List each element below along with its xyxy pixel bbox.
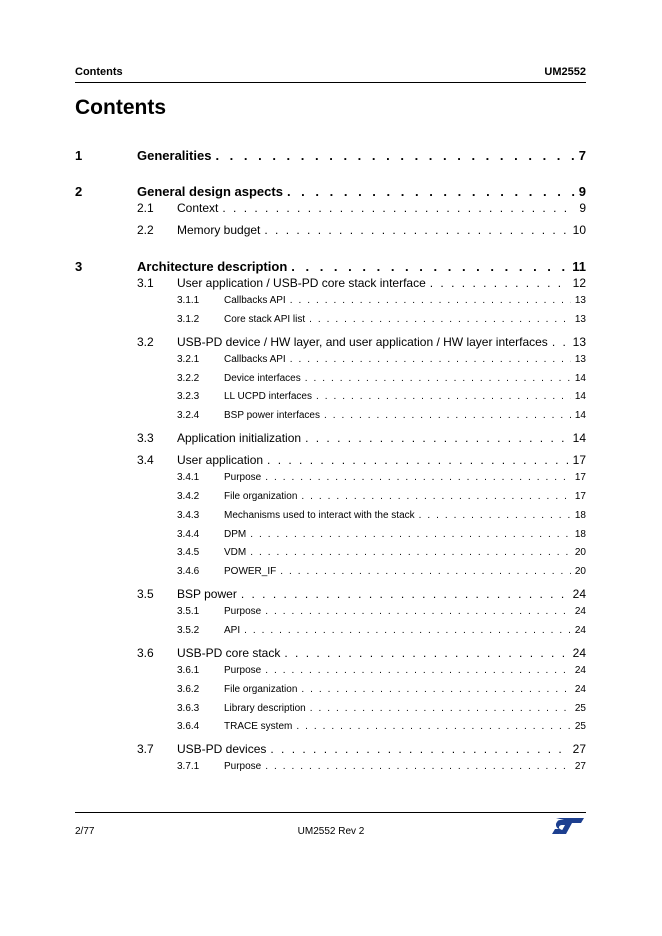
toc-dot-leader [265, 606, 571, 617]
toc-entry-number: 2 [75, 184, 83, 199]
toc-dot-leader [250, 547, 571, 558]
toc-entry-number: 3.2.2 [177, 372, 200, 384]
toc-entry-page: 27 [572, 742, 586, 757]
toc-entry-page: 17 [574, 472, 586, 484]
toc-entry-page: 17 [574, 491, 586, 502]
toc-entry-page: 13 [574, 313, 586, 325]
toc-entry-level-3[interactable] [75, 314, 586, 330]
toc-entry-page: 9 [579, 201, 586, 215]
toc-entry-page: 7 [578, 148, 586, 163]
toc-entry-page: 24 [574, 606, 586, 618]
running-header-section: Contents [75, 66, 123, 78]
toc-dot-leader [290, 295, 571, 306]
toc-entry-page: 14 [574, 372, 586, 384]
toc-entry-label: File organization [224, 683, 298, 695]
toc-entry-level-3[interactable] [75, 373, 586, 389]
toc-dot-leader [296, 721, 571, 732]
toc-entry-page: 12 [572, 276, 586, 290]
toc-entry-level-3[interactable] [75, 391, 586, 407]
toc-entry-page: 20 [574, 547, 586, 559]
toc-entry-page: 10 [572, 223, 586, 237]
toc-entry-label: POWER_IF [224, 566, 277, 578]
toc-entry-label: General design aspects [137, 184, 283, 199]
toc-entry-label: Device interfaces [224, 372, 301, 384]
toc-entry-label: Callbacks API [224, 353, 286, 365]
toc-entry-level-2[interactable] [75, 646, 586, 664]
toc-entry-number: 3.1.1 [177, 295, 200, 306]
toc-entry-number: 2.1 [137, 201, 154, 215]
toc-entry-page: 18 [574, 509, 586, 521]
toc-dot-leader [264, 223, 568, 237]
toc-dot-leader [552, 335, 569, 349]
toc-entry-level-3[interactable] [75, 529, 586, 545]
toc-entry-page: 24 [574, 683, 586, 695]
toc-entry-level-2[interactable] [75, 742, 586, 760]
toc-dot-leader [267, 453, 569, 467]
toc-entry-level-3[interactable] [75, 491, 586, 507]
toc-entry-number: 3.5 [137, 587, 154, 602]
toc-entry-number: 3.5.1 [177, 606, 200, 618]
toc-entry-number: 3.4.2 [177, 491, 200, 502]
toc-entry-label: Mechanisms used to interact with the stack [224, 509, 415, 521]
toc-dot-leader [305, 431, 569, 445]
toc-dot-leader [215, 148, 574, 163]
toc-entry-number: 3.5.2 [177, 625, 200, 636]
toc-entry-label: VDM [224, 547, 247, 559]
toc-entry-label: USB-PD devices [177, 742, 267, 757]
toc-entry-level-3[interactable] [75, 510, 586, 526]
toc-entry-page: 14 [574, 391, 586, 403]
toc-entry-page: 11 [572, 259, 586, 274]
toc-entry-level-3[interactable] [75, 684, 586, 700]
toc-entry-level-3[interactable] [75, 472, 586, 488]
toc-entry-label: API [224, 625, 241, 636]
toc-entry-level-3[interactable] [75, 761, 586, 777]
toc-entry-level-2[interactable] [75, 335, 586, 353]
toc-entry-level-3[interactable] [75, 566, 586, 582]
toc-dot-leader [241, 587, 569, 601]
toc-entry-label: Context [177, 201, 219, 215]
toc-entry-level-3[interactable] [75, 547, 586, 563]
toc-entry-number: 1 [75, 148, 83, 163]
toc-entry-level-3[interactable] [75, 606, 586, 622]
toc-entry-number: 3.6.3 [177, 702, 200, 714]
toc-entry-number: 3.4.4 [177, 528, 200, 540]
toc-entry-level-2[interactable] [75, 223, 586, 241]
toc-entry-label: TRACE system [224, 721, 293, 733]
toc-entry-number: 3.4.6 [177, 566, 200, 578]
toc-entry-page: 24 [574, 625, 586, 636]
toc-entry-label: Core stack API list [224, 313, 306, 325]
toc-dot-leader [244, 625, 571, 636]
toc-entry-level-2[interactable] [75, 276, 586, 294]
toc-entry-label: Architecture description [137, 259, 288, 274]
toc-dot-leader [222, 201, 575, 215]
toc-entry-label: DPM [224, 528, 247, 540]
toc-entry-number: 3.6.4 [177, 721, 200, 733]
toc-entry-label: Application initialization [177, 431, 302, 446]
toc-entry-label: Purpose [224, 761, 262, 773]
toc-entry-level-3[interactable] [75, 295, 586, 311]
toc-dot-leader [265, 665, 571, 676]
toc-entry-number: 3.4.1 [177, 472, 200, 484]
toc-entry-page: 13 [572, 334, 586, 349]
toc-dot-leader [265, 761, 571, 772]
toc-entry-number: 3.2 [137, 334, 154, 349]
toc-dot-leader [430, 276, 569, 290]
toc-entry-number: 2.2 [137, 223, 154, 237]
toc-entry-label: Purpose [224, 665, 262, 676]
toc-entry-page: 20 [574, 566, 586, 578]
toc-entry-label: User application / USB-PD core stack interface [177, 276, 426, 290]
toc-entry-number: 3.6.1 [177, 665, 200, 676]
toc-entry-label: Memory budget [177, 223, 261, 237]
toc-entry-level-1[interactable] [75, 148, 586, 168]
toc-entry-number: 3.3 [137, 431, 154, 446]
toc-dot-leader [324, 410, 571, 421]
toc-entry-label: Purpose [224, 472, 262, 484]
toc-dot-leader [265, 472, 571, 483]
toc-entry-number: 3.2.1 [177, 353, 200, 365]
toc-entry-number: 3.1.2 [177, 313, 200, 325]
toc-entry-label: Purpose [224, 606, 262, 618]
toc-entry-level-3[interactable] [75, 665, 586, 681]
toc-entry-label: BSP power [177, 587, 237, 602]
toc-entry-page: 13 [574, 295, 586, 306]
toc-entry-label: USB-PD device / HW layer, and user application / HW layer interfaces [177, 334, 548, 349]
toc-dot-leader [284, 646, 568, 660]
toc-entry-page: 13 [574, 353, 586, 365]
toc-entry-level-2[interactable] [75, 587, 586, 605]
toc-entry-page: 14 [574, 410, 586, 422]
toc-entry-number: 3.7.1 [177, 761, 200, 773]
toc-entry-level-2[interactable] [75, 431, 586, 449]
toc-entry-number: 3.2.4 [177, 410, 200, 422]
toc-entry-page: 25 [574, 721, 586, 733]
toc-entry-page: 14 [572, 431, 586, 446]
running-header-doc-id: UM2552 [544, 66, 586, 78]
toc-dot-leader [270, 742, 568, 756]
footer-page-number: 2/77 [75, 826, 95, 837]
toc-dot-leader [301, 491, 571, 502]
st-logo-icon [550, 816, 586, 836]
toc-entry-page: 17 [572, 453, 586, 468]
toc-dot-leader [290, 354, 571, 365]
toc-entry-label: Generalities [137, 148, 212, 163]
page-title: Contents [75, 96, 166, 119]
toc-entry-level-3[interactable] [75, 703, 586, 719]
toc-entry-page: 27 [574, 761, 586, 773]
toc-dot-leader [280, 566, 571, 577]
toc-entry-number: 3.1 [137, 276, 154, 290]
toc-entry-label: User application [177, 453, 264, 468]
toc-entry-level-3[interactable] [75, 410, 586, 426]
toc-entry-number: 3.4.5 [177, 547, 200, 559]
toc-dot-leader [305, 373, 571, 384]
toc-entry-level-3[interactable] [75, 354, 586, 370]
toc-entry-number: 3.2.3 [177, 391, 200, 403]
toc-dot-leader [291, 259, 568, 274]
toc-entry-page: 24 [574, 665, 586, 676]
toc-entry-label: File organization [224, 491, 298, 502]
toc-entry-page: 9 [578, 184, 586, 199]
toc-dot-leader [419, 510, 571, 521]
toc-dot-leader [287, 184, 575, 199]
toc-entry-label: Callbacks API [224, 295, 286, 306]
toc-entry-level-3[interactable] [75, 625, 586, 641]
toc-entry-number: 3.6.2 [177, 683, 200, 695]
toc-entry-page: 25 [574, 702, 586, 714]
toc-dot-leader [309, 314, 571, 325]
toc-entry-level-2[interactable] [75, 453, 586, 471]
toc-entry-label: BSP power interfaces [224, 410, 320, 422]
toc-dot-leader [316, 391, 571, 402]
toc-entry-label: USB-PD core stack [177, 646, 281, 660]
toc-entry-level-2[interactable] [75, 201, 586, 219]
toc-entry-label: Library description [224, 702, 306, 714]
toc-entry-level-3[interactable] [75, 721, 586, 737]
footer-doc-revision: UM2552 Rev 2 [297, 826, 365, 837]
toc-entry-page: 24 [572, 587, 586, 602]
toc-dot-leader [250, 529, 571, 540]
toc-dot-leader [301, 684, 571, 695]
toc-entry-label: LL UCPD interfaces [224, 391, 312, 403]
toc-entry-number: 3.4.3 [177, 509, 200, 521]
toc-entry-number: 3.4 [137, 453, 154, 468]
toc-dot-leader [310, 703, 571, 714]
toc-entry-number: 3.7 [137, 742, 154, 757]
toc-entry-number: 3 [75, 259, 83, 274]
footer-rule [75, 812, 586, 813]
toc-entry-page: 18 [574, 528, 586, 540]
header-rule [75, 82, 586, 83]
toc-entry-page: 24 [572, 646, 586, 660]
toc-entry-number: 3.6 [137, 646, 154, 660]
